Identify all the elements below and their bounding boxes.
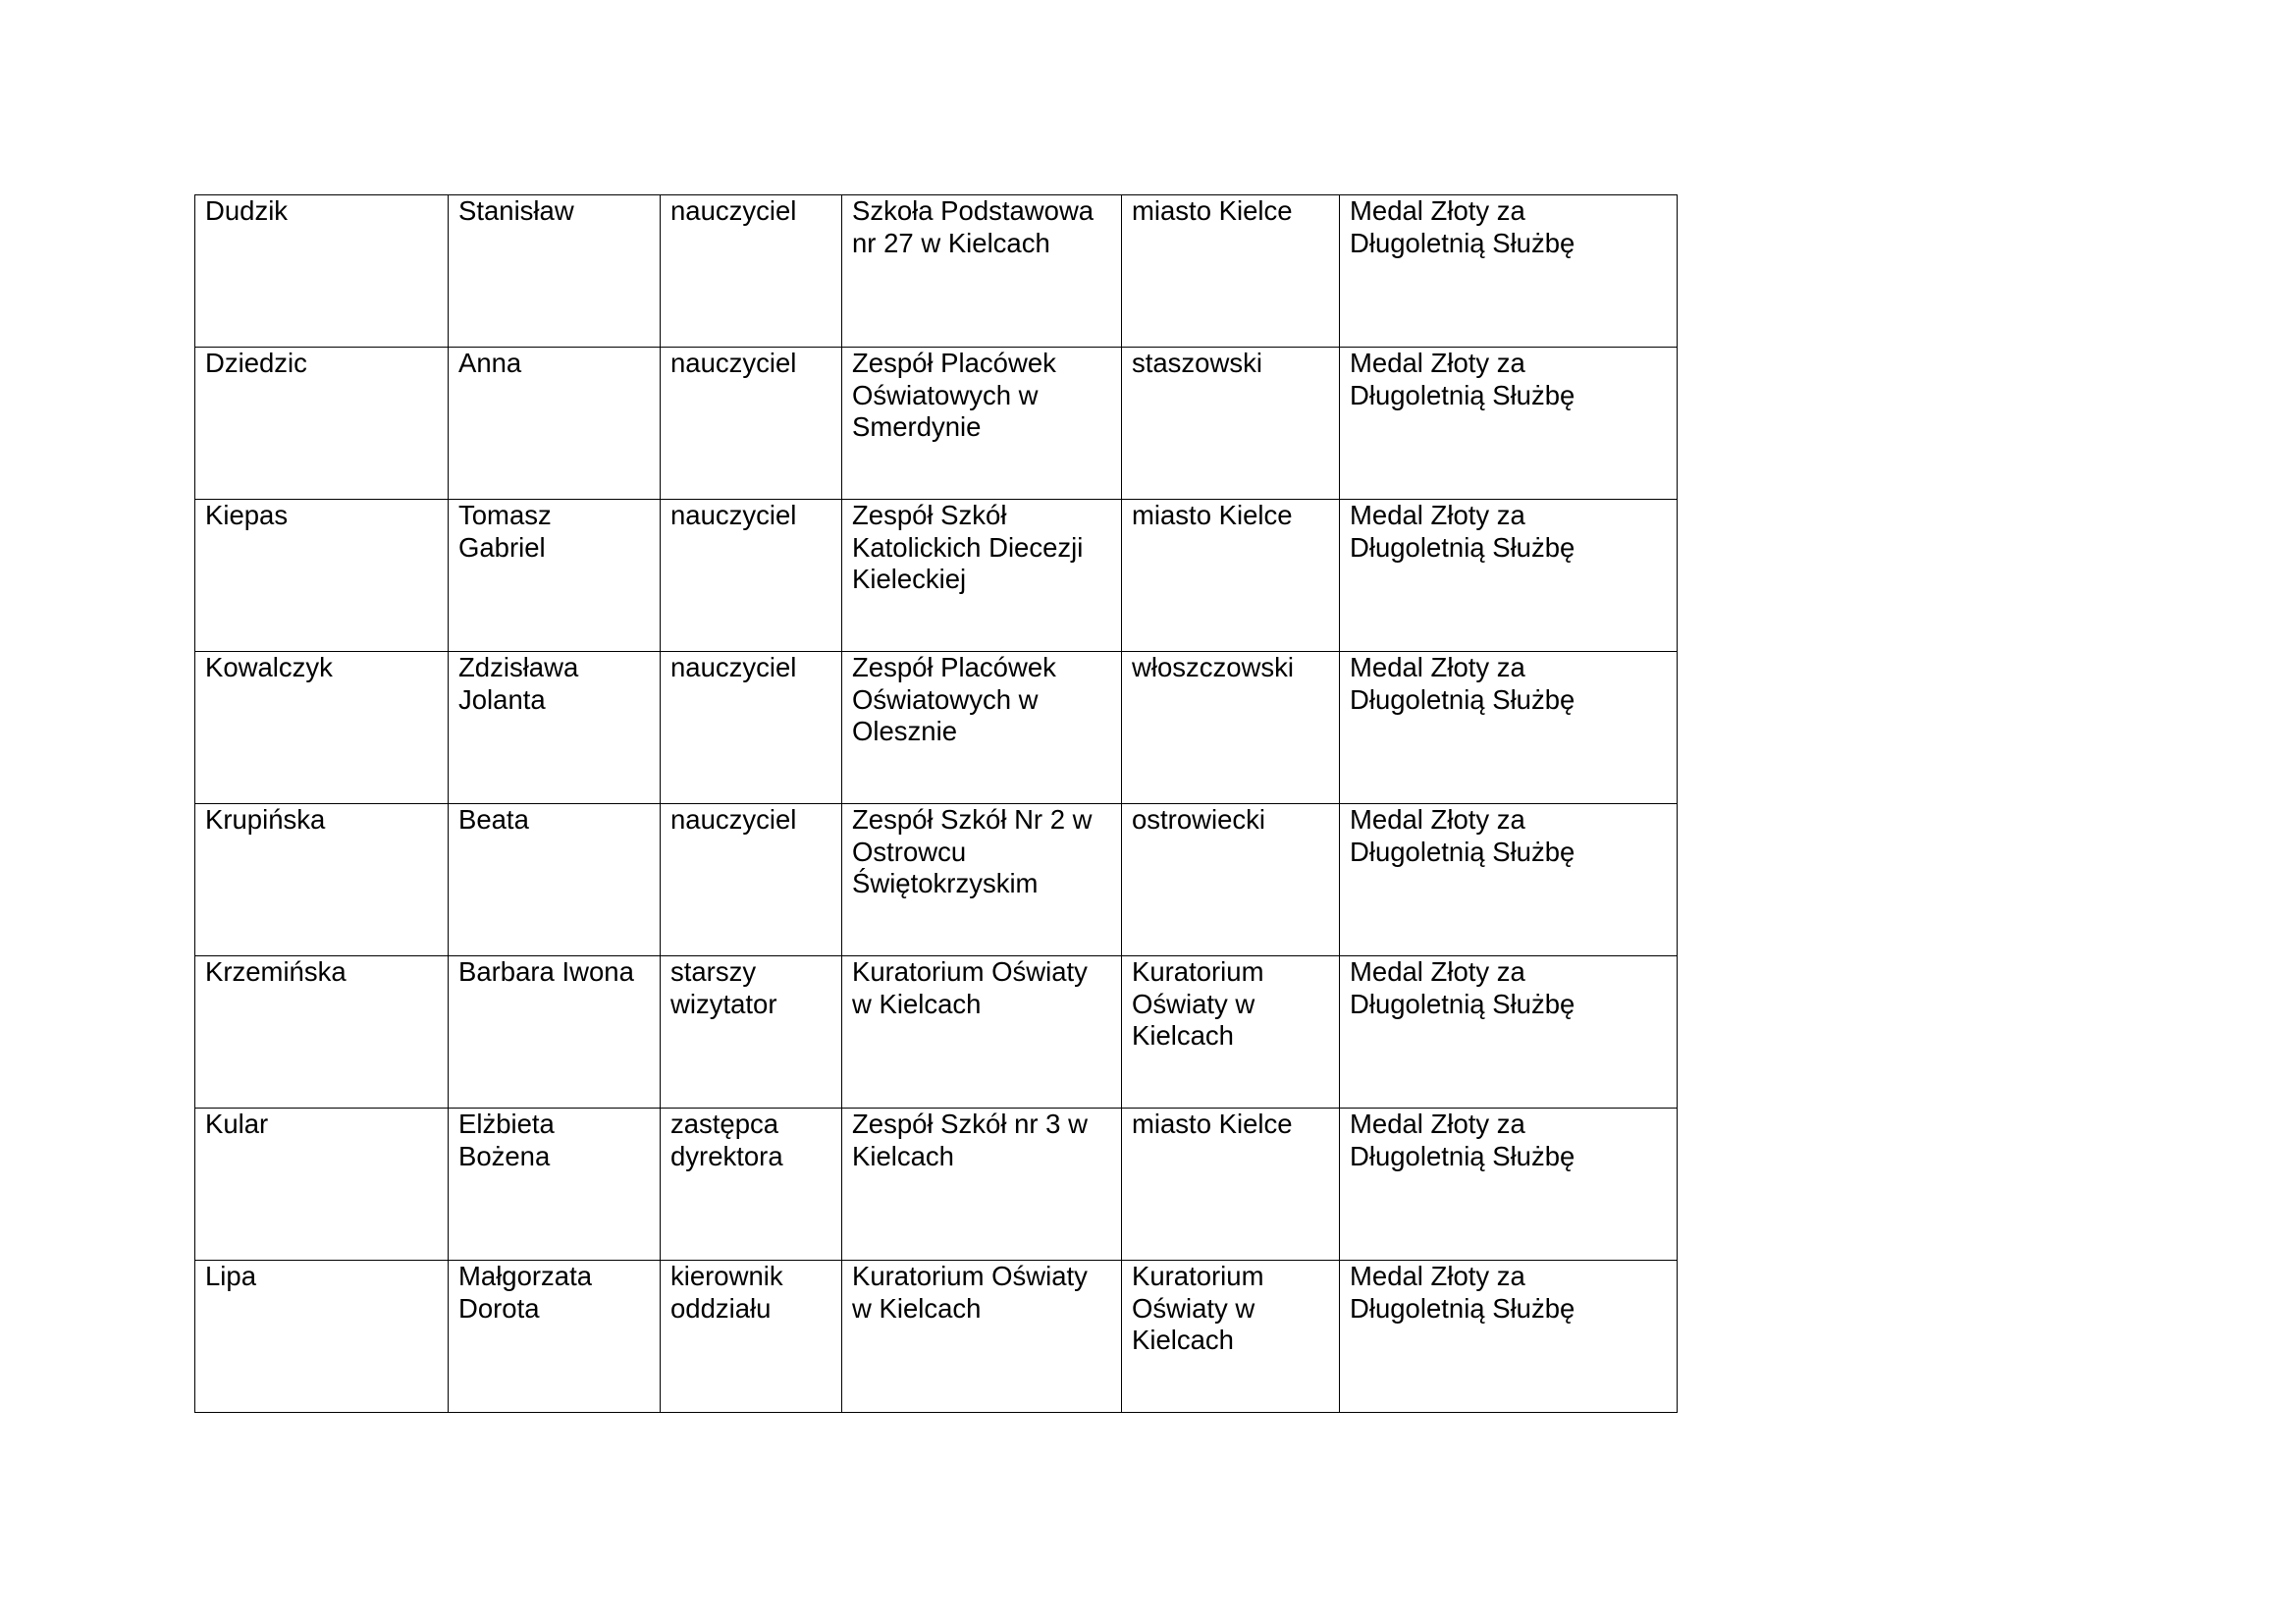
award-cell: Medal Złoty za Długoletnią Służbę	[1340, 956, 1678, 1109]
award-cell: Medal Złoty za Długoletnią Służbę	[1340, 1109, 1678, 1261]
table-row	[195, 1261, 1678, 1413]
table-row	[195, 348, 1678, 500]
first-names-cell: Anna	[449, 348, 661, 500]
table-row	[195, 1109, 1678, 1261]
first-names-cell: Zdzisława Jolanta	[449, 652, 661, 804]
first-names-cell: Tomasz Gabriel	[449, 500, 661, 652]
institution-cell: Zespół Placówek Oświatowych w Smerdynie	[842, 348, 1122, 500]
table-row	[195, 652, 1678, 804]
first-names-cell: Barbara Iwona	[449, 956, 661, 1109]
position-cell: nauczyciel	[661, 348, 842, 500]
surname-cell: Kular	[195, 1109, 449, 1261]
institution-cell: Szkoła Podstawowa nr 27 w Kielcach	[842, 195, 1122, 348]
district-cell: ostrowiecki	[1122, 804, 1340, 956]
position-cell: nauczyciel	[661, 804, 842, 956]
institution-cell: Zespół Placówek Oświatowych w Olesznie	[842, 652, 1122, 804]
surname-cell: Krzemińska	[195, 956, 449, 1109]
table-row	[195, 956, 1678, 1109]
first-names-cell: Elżbieta Bożena	[449, 1109, 661, 1261]
position-cell: kierownik oddziału	[661, 1261, 842, 1413]
award-cell: Medal Złoty za Długoletnią Służbę	[1340, 348, 1678, 500]
district-cell: miasto Kielce	[1122, 500, 1340, 652]
position-cell: nauczyciel	[661, 652, 842, 804]
position-cell: zastępca dyrektora	[661, 1109, 842, 1261]
table-row	[195, 500, 1678, 652]
surname-cell: Lipa	[195, 1261, 449, 1413]
award-cell: Medal Złoty za Długoletnią Służbę	[1340, 195, 1678, 348]
institution-cell: Zespół Szkół Katolickich Diecezji Kieleckiej	[842, 500, 1122, 652]
district-cell: staszowski	[1122, 348, 1340, 500]
table-row	[195, 804, 1678, 956]
position-cell: nauczyciel	[661, 500, 842, 652]
award-cell: Medal Złoty za Długoletnią Służbę	[1340, 804, 1678, 956]
awards-table	[194, 194, 1678, 1413]
institution-cell: Zespół Szkół Nr 2 w Ostrowcu Świętokrzyskim	[842, 804, 1122, 956]
award-cell: Medal Złoty za Długoletnią Służbę	[1340, 652, 1678, 804]
institution-cell: Kuratorium Oświaty w Kielcach	[842, 1261, 1122, 1413]
first-names-cell: Małgorzata Dorota	[449, 1261, 661, 1413]
district-cell: miasto Kielce	[1122, 195, 1340, 348]
district-cell: Kuratorium Oświaty w Kielcach	[1122, 1261, 1340, 1413]
surname-cell: Kiepas	[195, 500, 449, 652]
award-cell: Medal Złoty za Długoletnią Służbę	[1340, 500, 1678, 652]
award-cell: Medal Złoty za Długoletnią Służbę	[1340, 1261, 1678, 1413]
position-cell: starszy wizytator	[661, 956, 842, 1109]
district-cell: Kuratorium Oświaty w Kielcach	[1122, 956, 1340, 1109]
district-cell: włoszczowski	[1122, 652, 1340, 804]
first-names-cell: Stanisław	[449, 195, 661, 348]
surname-cell: Dziedzic	[195, 348, 449, 500]
table-row	[195, 195, 1678, 348]
district-cell: miasto Kielce	[1122, 1109, 1340, 1261]
first-names-cell: Beata	[449, 804, 661, 956]
position-cell: nauczyciel	[661, 195, 842, 348]
surname-cell: Krupińska	[195, 804, 449, 956]
surname-cell: Dudzik	[195, 195, 449, 348]
surname-cell: Kowalczyk	[195, 652, 449, 804]
institution-cell: Zespół Szkół nr 3 w Kielcach	[842, 1109, 1122, 1261]
institution-cell: Kuratorium Oświaty w Kielcach	[842, 956, 1122, 1109]
